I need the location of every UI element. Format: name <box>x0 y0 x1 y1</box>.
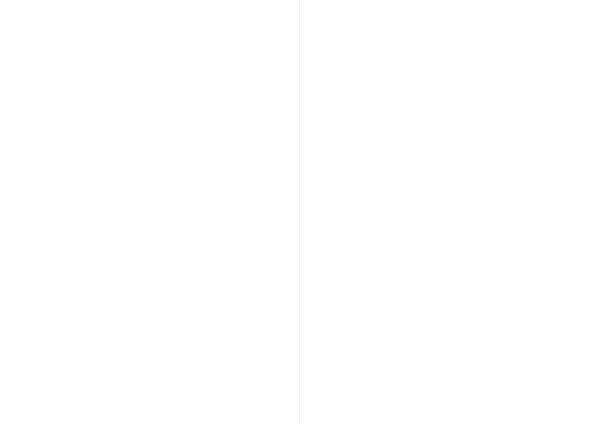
text-line <box>324 74 576 82</box>
text-line <box>324 132 576 140</box>
text-line <box>324 124 576 132</box>
text-line <box>324 91 576 99</box>
text-line <box>324 279 576 287</box>
text-line <box>324 336 576 344</box>
text-line <box>324 246 576 254</box>
right-page-text <box>324 58 576 386</box>
text-line <box>324 304 576 312</box>
text-line <box>324 173 576 181</box>
text-line <box>324 255 576 263</box>
text-line <box>324 271 576 279</box>
text-line <box>324 197 576 205</box>
text-line <box>324 238 576 246</box>
text-line <box>324 287 576 295</box>
text-line <box>28 63 276 71</box>
text-line <box>324 107 576 115</box>
text-line <box>324 353 576 361</box>
text-line <box>324 369 576 377</box>
text-line <box>324 361 576 369</box>
text-line <box>324 295 576 303</box>
text-line <box>28 54 276 62</box>
text-line <box>324 214 576 222</box>
text-line <box>324 345 576 353</box>
text-line <box>324 156 576 164</box>
text-line <box>28 38 276 46</box>
text-line <box>324 164 576 172</box>
text-line <box>324 99 576 107</box>
text-line <box>324 181 576 189</box>
text-line <box>324 312 576 320</box>
text-line <box>324 189 576 197</box>
text-line <box>324 230 576 238</box>
text-line <box>324 320 576 328</box>
text-line <box>324 205 576 213</box>
text-line <box>324 263 576 271</box>
left-page-text <box>28 38 276 79</box>
text-line <box>324 66 576 74</box>
text-line <box>324 83 576 91</box>
text-line <box>324 148 576 156</box>
text-line <box>28 71 276 79</box>
text-line <box>324 377 576 385</box>
text-line <box>324 222 576 230</box>
text-line <box>324 115 576 123</box>
text-line <box>28 46 276 54</box>
text-line <box>324 328 576 336</box>
text-line <box>324 140 576 148</box>
right-page <box>300 0 600 424</box>
text-line <box>324 58 576 66</box>
